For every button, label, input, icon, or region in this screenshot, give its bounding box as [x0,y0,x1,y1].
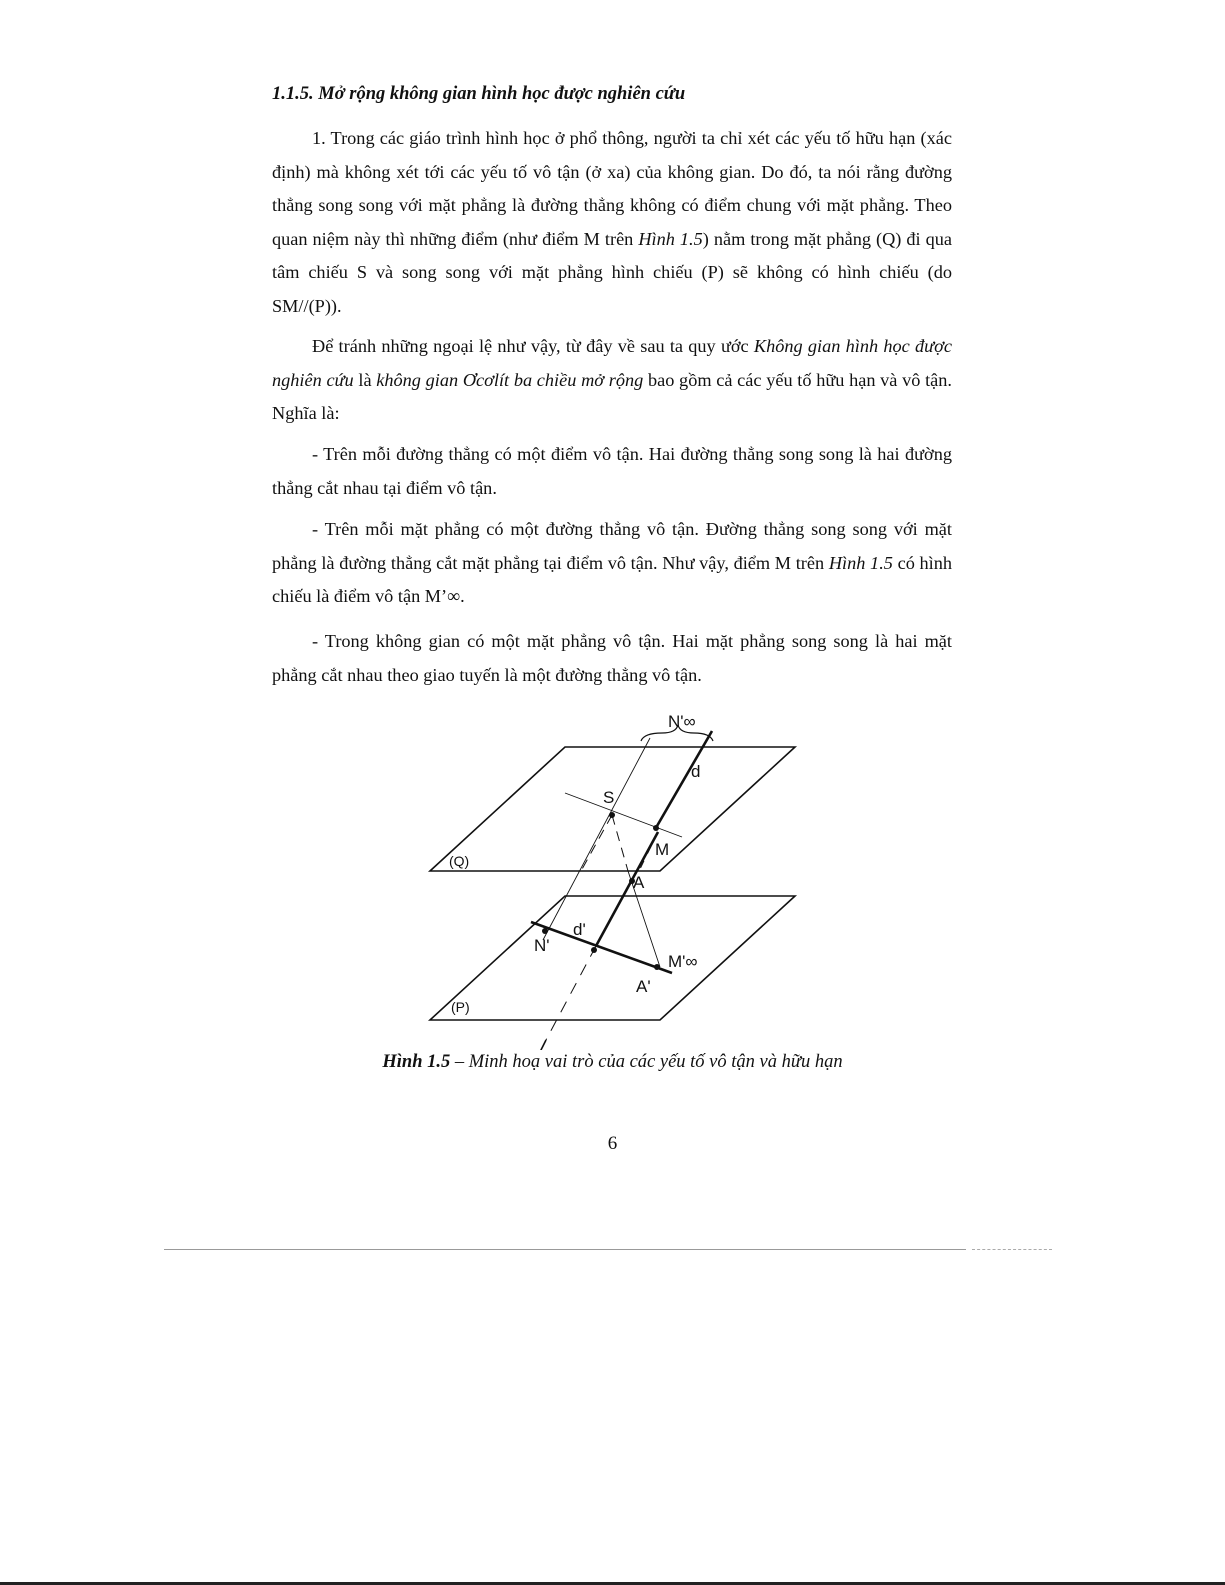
paragraph-1-text: 1. Trong các giáo trình hình học ở phổ thông, người ta chỉ xét các yếu tố hữu hạn (xác định) mà không xét tới các yếu tố vô tận (ở xa) của không gian. Do đó, ta nói rằng đường thẳng song song với mặt phẳng là đường thẳng không có điểm chung với mặt phẳng. Theo quan niệm này thì những điểm (như điểm M trên [272,128,952,249]
footer-divider [164,1249,966,1250]
page-number: 6 [607,1133,618,1154]
paragraph-4-text: - Trên mỗi mặt phẳng có một đường thẳng vô tận. Đường thẳng song song với mặt phẳng là đường thẳng cắt mặt phẳng tại điểm vô tận. Như vậy, điểm M trên [272,519,952,573]
paragraph-4-text-end: có hình chiếu là điểm vô tận M’∞. [272,552,953,606]
caption-label: Hình 1.5 [382,1052,451,1072]
paragraph-5-text: - Trong không gian có một mặt phẳng vô tận. Hai mặt phẳng song song là hai mặt phẳng cắt nhau theo giao tuyến là một đường thẳng vô tận. [272,631,952,685]
point-d-prime [591,947,597,953]
point-n-prime [542,928,548,934]
label-p: (P) [451,999,470,1015]
dashed-line-2 [612,815,628,871]
paragraph-1-text-end: ) nằm trong mặt phẳng (Q) đi qua tâm chiếu S và song song với mặt phẳng hình chiếu (P) sẽ không có hình chiếu (do SM//(P)). [272,228,952,316]
caption-text: – Minh hoạ vai trò của các yếu tố vô tận và hữu hạn [450,1052,843,1072]
paragraph-2-mid: là [353,369,377,390]
point-a-prime [654,964,660,970]
figure-reference: Hình 1.5 [638,228,703,249]
paragraph-3-text: - Trên mỗi đường thẳng có một điểm vô tận. Hai đường thẳng song song là hai đường thẳng cắt nhau tại điểm vô tận. [272,444,952,498]
label-m: M [655,840,670,859]
label-d: d [691,762,701,781]
label-q: (Q) [449,853,470,869]
point-m [653,825,659,831]
paragraph-2-emphasis-1: Không gian hình học được nghiên cứu [272,336,953,390]
paragraph-2-emphasis-2: không gian Ơcơlít ba chiều mở rộng [376,369,644,390]
label-s: S [603,788,615,807]
label-d-prime: d' [573,920,586,939]
figure-caption [0,1052,1225,1073]
label-m-inf: M'∞ [668,952,698,971]
label-n-prime: N' [534,936,550,955]
footer-dashed-line [972,1249,1052,1250]
line-d-prime [531,922,672,973]
point-s [609,812,615,818]
line-s-n [543,738,650,940]
label-a-prime: A' [636,977,651,996]
dashed-line-4 [546,946,596,1040]
line-m-a [596,832,658,946]
line-d [657,731,712,826]
label-n-inf: N'∞ [668,712,696,731]
label-a: A [633,873,645,892]
paragraph-2-text-end: bao gồm cả các yếu tố hữu hạn và vô tận. Nghĩa là: [272,369,952,423]
section-heading: 1.1.5. Mở rộng không gian hình học được nghiên cứu [272,84,686,104]
figure-reference: Hình 1.5 [828,552,893,573]
paragraph-2-text: Để tránh những ngoại lệ như vậy, từ đây về sau ta quy ước [312,336,754,356]
dashed-line-1 [581,815,612,871]
line-bottom [538,1040,546,1050]
